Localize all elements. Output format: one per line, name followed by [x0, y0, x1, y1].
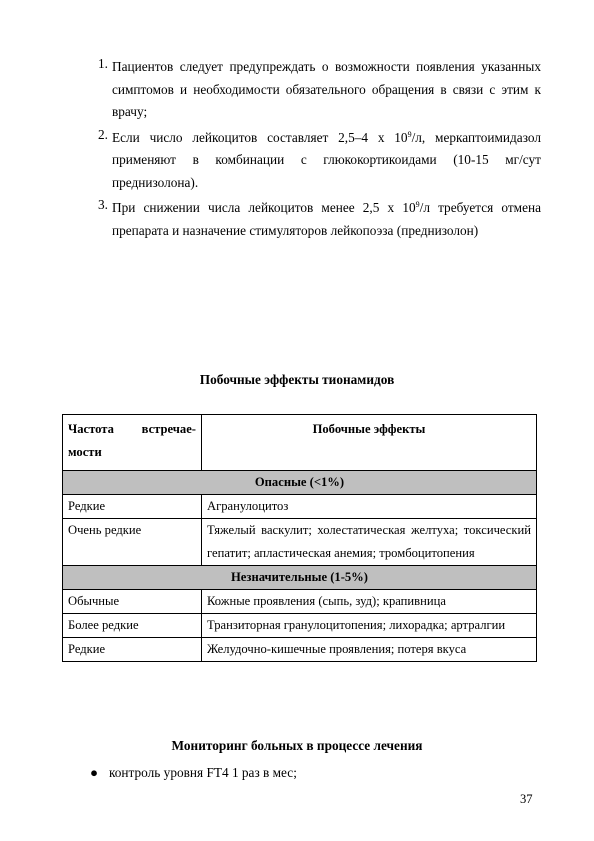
section-row-minor — [63, 566, 537, 590]
side-effects-table — [62, 414, 537, 662]
list-text — [112, 127, 541, 195]
effects-cell: Тяжелый васкулит; холестатическая желтуха; токсический гепатит; апластическая анемия; тромбоцитопения — [202, 519, 537, 566]
list-item — [98, 197, 541, 242]
section-row-dangerous — [63, 471, 537, 495]
list-number: 2. — [98, 126, 108, 142]
header-effects: Побочные эффекты — [202, 415, 537, 471]
monitoring-title: Мониторинг больных в процессе лечения — [171, 738, 423, 753]
table-row — [63, 495, 537, 519]
header-frequency — [63, 415, 202, 471]
effects-cell: Желудочно-кишечные проявления; потеря вкуса — [202, 638, 537, 662]
numbered-list — [98, 56, 541, 242]
text-part: /л, меркаптоимидазол применяют в комбинации с глюкокортикоидами (10-15 мг/сут преднизолона). — [112, 129, 541, 190]
list-item — [98, 127, 541, 195]
text-part: Если число лейкоцитов составляет 2,5–4 х 10 — [112, 129, 408, 145]
frequency-cell: Очень редкие — [63, 519, 202, 566]
list-text: Пациентов следует предупреждать о возможности появления указанных симптомов и необходимости обязательного обращения в связи с этим к врачу; — [112, 59, 541, 119]
bullet-icon: ● — [90, 765, 99, 780]
table-row — [63, 590, 537, 614]
effects-cell: Транзиторная гранулоцитопения; лихорадка; артралгии — [202, 614, 537, 638]
bullet-item — [90, 765, 297, 781]
header-frequency-word2: встречае- — [141, 422, 196, 436]
page-number: 37 — [520, 792, 533, 806]
list-text — [112, 197, 541, 242]
table-row — [63, 519, 537, 566]
text-part: /л требуется отмена препарата и назначение стимуляторов лейкопоэза (преднизолон) — [112, 200, 541, 238]
section-label: Опасные (<1%) — [63, 471, 537, 495]
superscript: 9 — [415, 200, 420, 209]
section-label: Незначительные (1-5%) — [63, 566, 537, 590]
frequency-cell: Обычные — [63, 590, 202, 614]
table-header-row — [63, 415, 537, 471]
effects-cell: Агранулоцитоз — [202, 495, 537, 519]
header-frequency-word3: мости — [68, 445, 102, 459]
text-part: При снижении числа лейкоцитов менее 2,5 х 10 — [112, 200, 416, 215]
table-row — [63, 638, 537, 662]
list-item — [98, 56, 541, 124]
bullet-text: контроль уровня FT4 1 раз в мес; — [109, 765, 297, 780]
list-number: 1. — [98, 56, 108, 71]
superscript: 9 — [407, 129, 412, 139]
frequency-cell: Редкие — [63, 495, 202, 519]
header-frequency-word1: Частота — [68, 422, 114, 436]
effects-cell: Кожные проявления (сыпь, зуд); крапивница — [202, 590, 537, 614]
frequency-cell: Редкие — [63, 638, 202, 662]
table-title: Побочные эффекты тионамидов — [199, 372, 395, 387]
list-number: 3. — [98, 197, 108, 212]
frequency-cell: Более редкие — [63, 614, 202, 638]
table-row — [63, 614, 537, 638]
